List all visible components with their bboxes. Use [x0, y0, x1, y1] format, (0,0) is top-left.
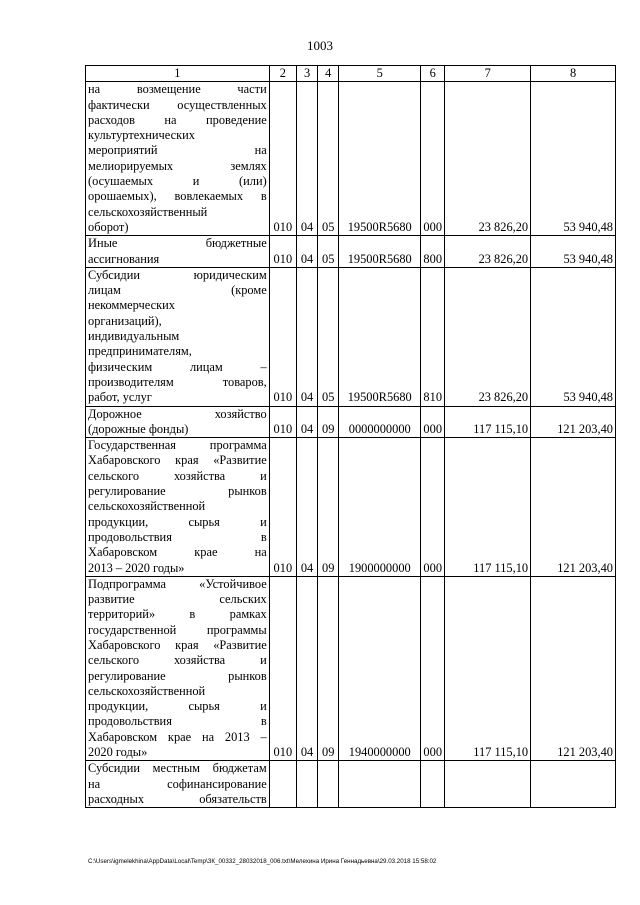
subsection-code-cell — [318, 761, 339, 808]
row-name-line: организаций), — [88, 313, 162, 328]
column-header: 7 — [445, 66, 531, 82]
row-name-line: Дорожное хозяйство — [88, 406, 267, 421]
ministry-code-cell: 010 — [269, 406, 296, 438]
row-name-line: предпринимателям, — [88, 344, 192, 359]
row-name-line: оборот) — [88, 219, 129, 234]
table-body — [86, 82, 616, 808]
ministry-code-cell: 010 — [269, 438, 296, 577]
target-article-cell: 1900000000 — [339, 438, 421, 577]
column-header: 6 — [421, 66, 445, 82]
column-header: 4 — [318, 66, 339, 82]
target-article-cell: 19500R5680 — [339, 267, 421, 406]
column-header: 5 — [339, 66, 421, 82]
expense-type-cell: 000 — [421, 406, 445, 438]
row-name-line: Подпрограмма «Устойчивое — [88, 576, 267, 591]
table-row — [86, 438, 616, 577]
row-name-line: мероприятий на — [88, 143, 267, 158]
target-article-cell: 19500R5680 — [339, 236, 421, 268]
row-name-line: индивидуальным — [88, 329, 180, 344]
amount-year-1-cell: 117 115,10 — [445, 576, 531, 761]
row-name-line: Хабаровском крае на 2013 – — [88, 729, 267, 744]
row-name-line: мелиорируемых землях — [88, 158, 267, 173]
amount-year-2-cell: 53 940,48 — [531, 236, 616, 268]
row-name-cell — [86, 576, 270, 761]
section-code-cell: 04 — [296, 267, 317, 406]
amount-year-2-cell: 53 940,48 — [531, 82, 616, 236]
row-name-line: культуртехнических — [88, 128, 195, 143]
table-header-row — [86, 66, 616, 82]
table-row — [86, 267, 616, 406]
row-name-line: продовольствия в — [88, 714, 267, 729]
section-code-cell: 04 — [296, 576, 317, 761]
section-code-cell: 04 — [296, 438, 317, 577]
row-name-line: сельскохозяйственной — [88, 499, 206, 514]
page-number: 1003 — [307, 38, 333, 53]
row-name-line: Государственная программа — [88, 438, 267, 453]
row-name-line: ассигнования — [88, 251, 160, 266]
subsection-code-cell: 05 — [318, 236, 339, 268]
table-row — [86, 406, 616, 438]
row-name-line: государственной программы — [88, 622, 267, 637]
amount-year-1-cell — [445, 761, 531, 808]
row-name-line: Хабаровском крае на — [88, 545, 267, 560]
ministry-code-cell: 010 — [269, 82, 296, 236]
amount-year-2-cell: 121 203,40 — [531, 406, 616, 438]
section-code-cell: 04 — [296, 406, 317, 438]
amount-year-2-cell — [531, 761, 616, 808]
section-code-cell: 04 — [296, 82, 317, 236]
amount-year-1-cell: 23 826,20 — [445, 267, 531, 406]
target-article-cell: 1940000000 — [339, 576, 421, 761]
row-name-line: некоммерческих — [88, 298, 175, 313]
subsection-code-cell: 09 — [318, 576, 339, 761]
expense-type-cell: 810 — [421, 267, 445, 406]
row-name-line: сельскохозяйственной — [88, 683, 206, 698]
row-name-line: сельского хозяйства и — [88, 653, 267, 668]
row-name-line: на софинансирование — [88, 776, 267, 791]
row-name-line: регулирование рынков — [88, 484, 267, 499]
row-name-line: сельского хозяйства и — [88, 468, 267, 483]
row-name-line: Хабаровского края «Развитие — [88, 637, 267, 652]
expense-type-cell: 000 — [421, 438, 445, 577]
ministry-code-cell: 010 — [269, 236, 296, 268]
row-name-line: территорий» в рамках — [88, 607, 267, 622]
column-header: 2 — [269, 66, 296, 82]
row-name-line: регулирование рынков — [88, 668, 267, 683]
expense-type-cell — [421, 761, 445, 808]
column-header: 8 — [531, 66, 616, 82]
subsection-code-cell: 09 — [318, 406, 339, 438]
row-name-line: 2020 годы» — [88, 745, 148, 760]
budget-table — [85, 65, 616, 808]
row-name-line: (дорожные фонды) — [88, 421, 189, 436]
expense-type-cell: 000 — [421, 576, 445, 761]
amount-year-2-cell: 121 203,40 — [531, 576, 616, 761]
table-row — [86, 761, 616, 808]
row-name-line: физическим лицам – — [88, 359, 267, 374]
row-name-line: Субсидии юридическим — [88, 267, 267, 282]
file-path-footer: C:\Users\igmelekhina\AppData\Local\Temp\ЗК_00332_28032018_006.txt\Мелехина Ирина Геннадьевна\29.03.2018 15:58:02 — [88, 858, 437, 865]
target-article-cell: 0000000000 — [339, 406, 421, 438]
row-name-line: продукции, сырья и — [88, 699, 267, 714]
table-row — [86, 236, 616, 268]
row-name-cell — [86, 438, 270, 577]
table-row — [86, 82, 616, 236]
table-row — [86, 576, 616, 761]
row-name-cell — [86, 406, 270, 438]
expense-type-cell: 800 — [421, 236, 445, 268]
target-article-cell: 19500R5680 — [339, 82, 421, 236]
row-name-cell — [86, 761, 270, 808]
row-name-line: продовольствия в — [88, 529, 267, 544]
column-header: 3 — [296, 66, 317, 82]
row-name-line: производителям товаров, — [88, 374, 267, 389]
row-name-cell — [86, 267, 270, 406]
row-name-cell — [86, 82, 270, 236]
row-name-line: продукции, сырья и — [88, 514, 267, 529]
target-article-cell — [339, 761, 421, 808]
row-name-line: расходных обязательств — [88, 792, 267, 807]
ministry-code-cell — [269, 761, 296, 808]
amount-year-2-cell: 53 940,48 — [531, 267, 616, 406]
section-code-cell: 04 — [296, 236, 317, 268]
amount-year-1-cell: 117 115,10 — [445, 438, 531, 577]
row-name-cell — [86, 236, 270, 268]
ministry-code-cell: 010 — [269, 576, 296, 761]
row-name-line: (осушаемых и (или) — [88, 174, 267, 189]
row-name-line: работ, услуг — [88, 390, 152, 405]
row-name-line: Субсидии местным бюджетам — [88, 761, 267, 776]
subsection-code-cell: 05 — [318, 267, 339, 406]
row-name-line: 2013 – 2020 годы» — [88, 560, 185, 575]
row-name-line: орошаемых), вовлекаемых в — [88, 189, 267, 204]
subsection-code-cell: 05 — [318, 82, 339, 236]
amount-year-1-cell: 23 826,20 — [445, 236, 531, 268]
row-name-line: лицам (кроме — [88, 283, 267, 298]
amount-year-2-cell: 121 203,40 — [531, 438, 616, 577]
row-name-line: Иные бюджетные — [88, 236, 267, 251]
row-name-line: развитие сельских — [88, 592, 267, 607]
row-name-line: на возмещение части — [88, 82, 267, 97]
ministry-code-cell: 010 — [269, 267, 296, 406]
row-name-line: Хабаровского края «Развитие — [88, 453, 267, 468]
row-name-line: расходов на проведение — [88, 112, 267, 127]
row-name-line: фактически осуществленных — [88, 97, 267, 112]
row-name-line: сельскохозяйственный — [88, 204, 208, 219]
column-header: 1 — [86, 66, 270, 82]
amount-year-1-cell: 23 826,20 — [445, 82, 531, 236]
expense-type-cell: 000 — [421, 82, 445, 236]
section-code-cell — [296, 761, 317, 808]
amount-year-1-cell: 117 115,10 — [445, 406, 531, 438]
subsection-code-cell: 09 — [318, 438, 339, 577]
